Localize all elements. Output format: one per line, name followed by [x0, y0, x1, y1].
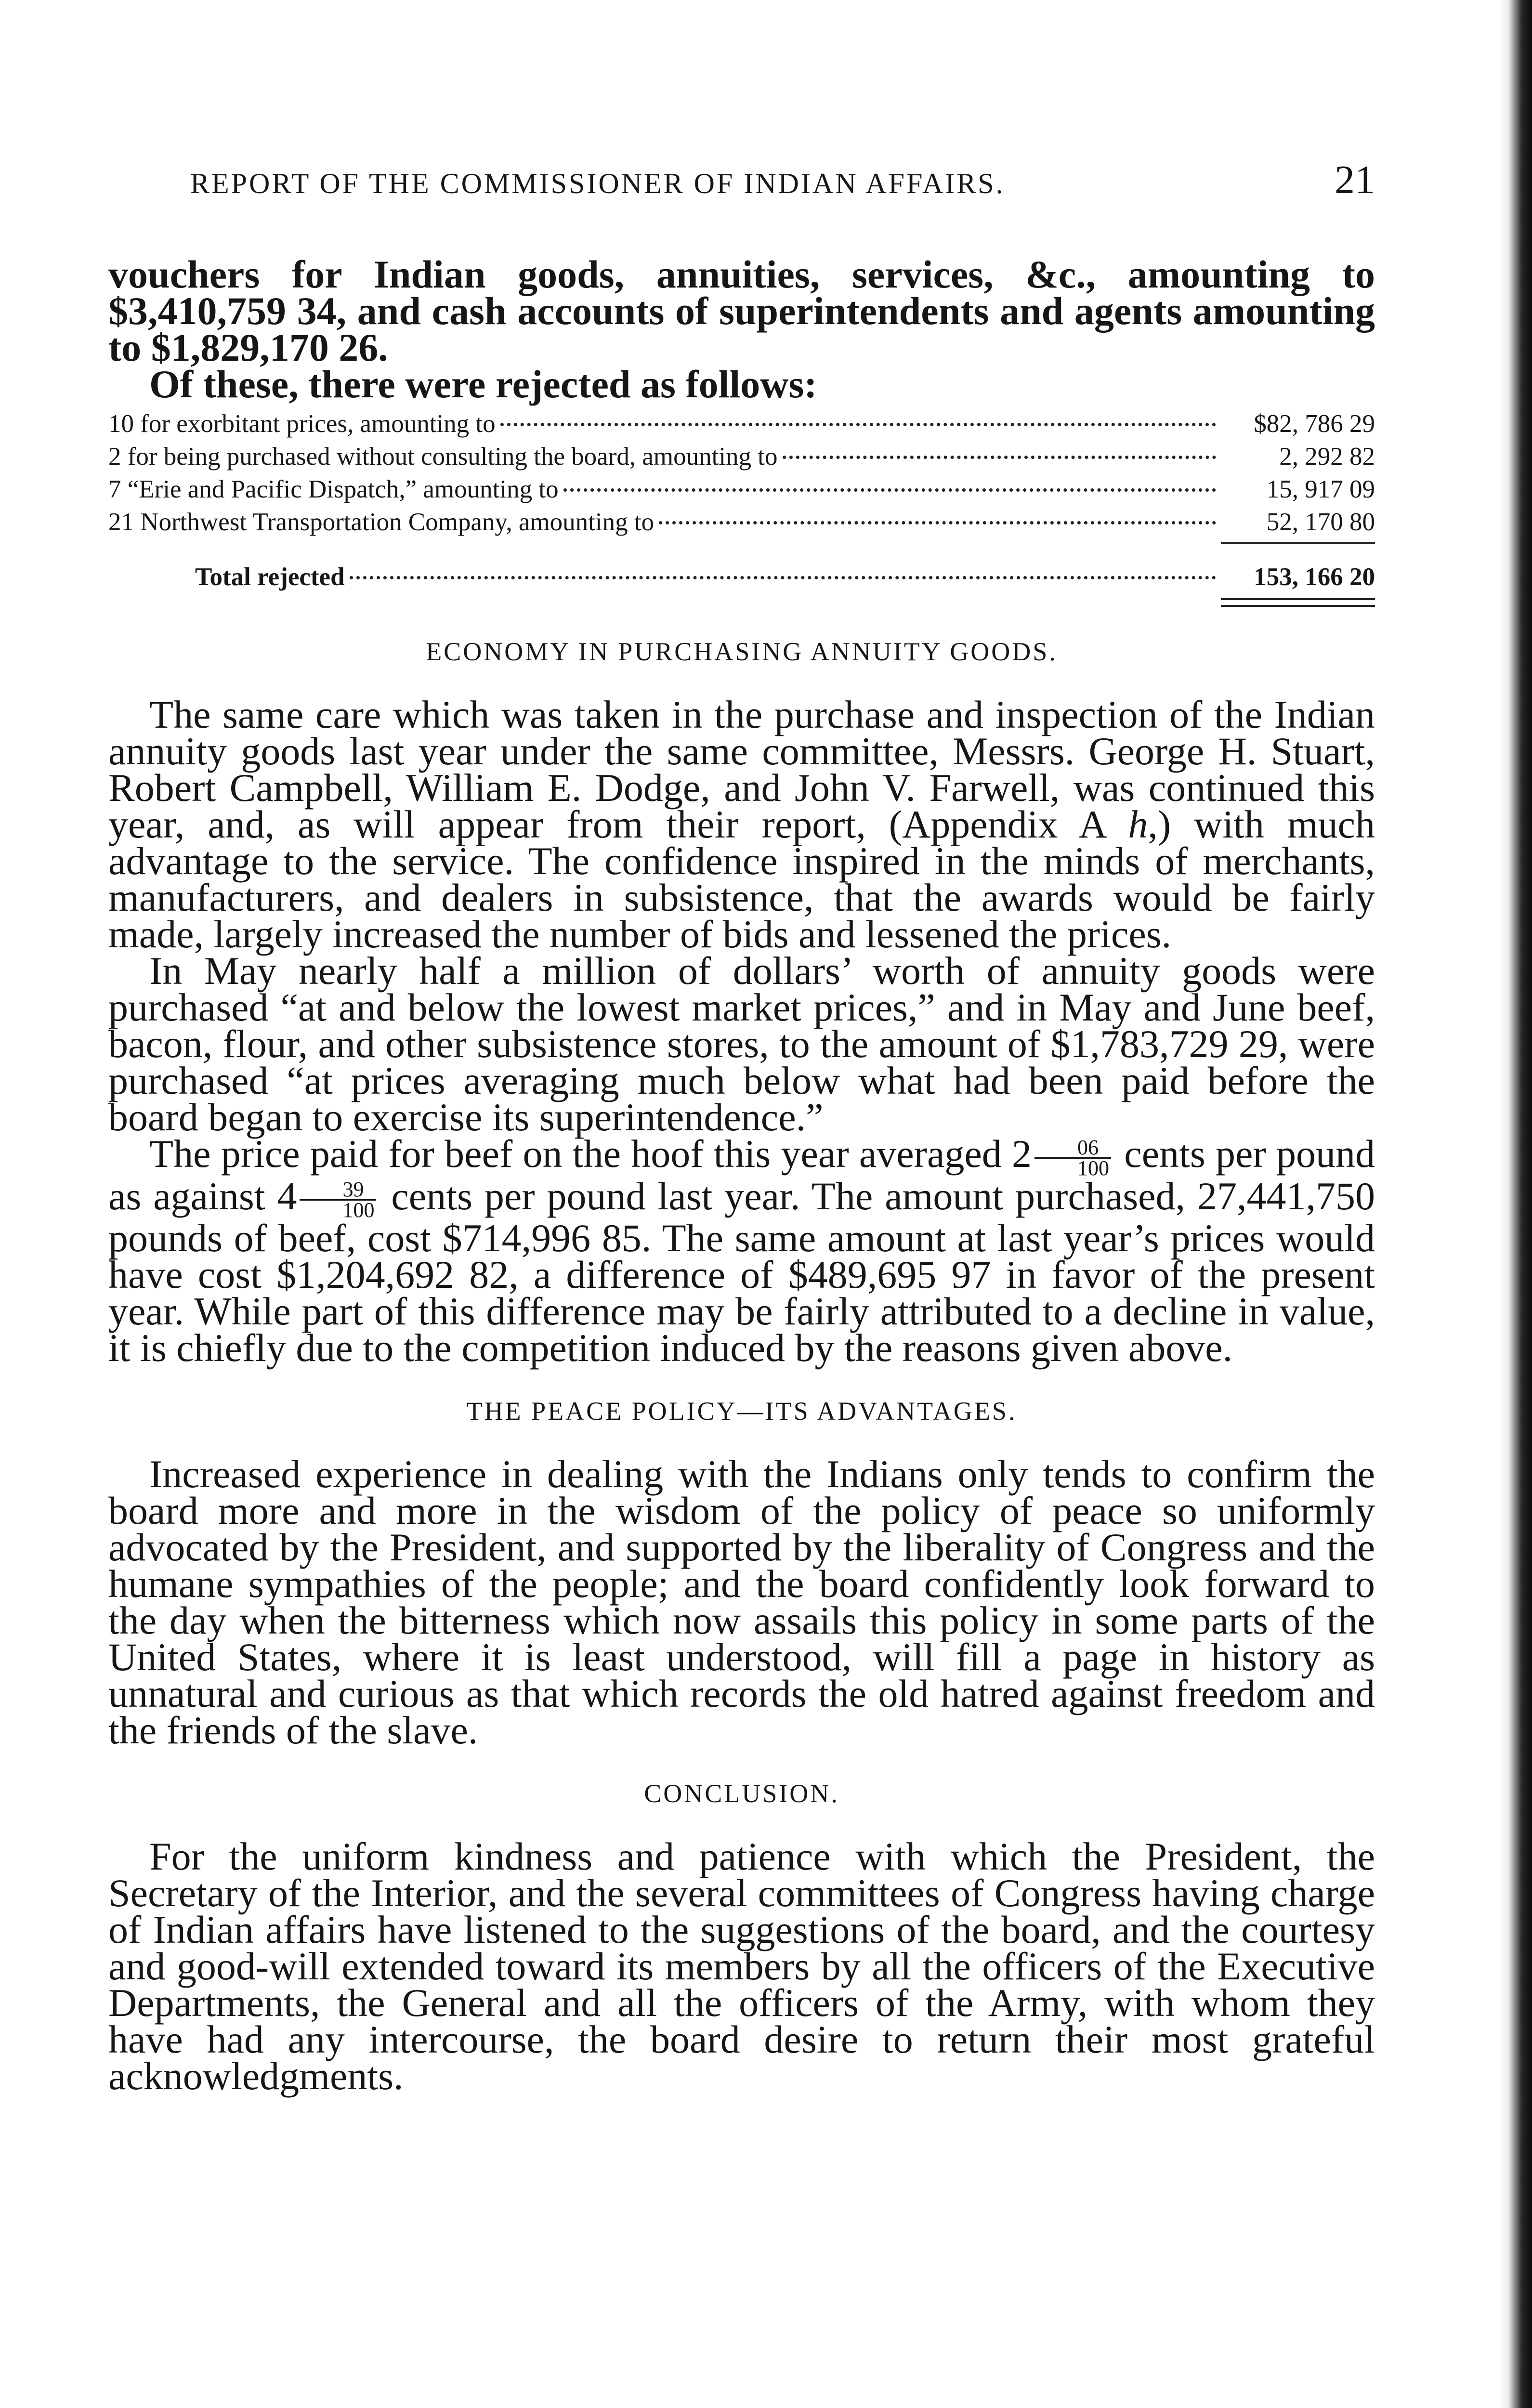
rejection-label: 21 Northwest Transportation Company, amounting to [108, 508, 655, 536]
rejection-amount: 2, 292 82 [1279, 443, 1375, 471]
sum-rule [1221, 542, 1375, 544]
double-rule [1221, 598, 1375, 607]
dot-leader [563, 488, 1216, 492]
dot-leader [350, 576, 1216, 579]
text-run: cents per pound last year. The amount purchased, 27,441,750 pounds of beef, cost $714,996 85. The same amount at last year’s prices would have cost $1,204,692 82, a difference of $489,695 97 in favor of the present year. While part of this difference may be fairly attributed to a decline in value, it is chiefly due to the competition induced by the reasons given above. [108, 1174, 1375, 1370]
conclusion-paragraph: For the uniform kindness and patience with which the President, the Secretary of the Interior, and the several committees of Congress having charge of Indian affairs have listened to the suggestions of the board, and the courtesy and good-will extended toward its members by all the officers of the Executive Departments, the General and all the officers of the Army, with whom they have had any intercourse, the board desire to return their most grateful acknowledgments. [108, 1834, 1375, 2098]
fraction [1034, 1135, 1111, 1180]
rejection-row [108, 407, 1375, 440]
economy-paragraph-2: In May nearly half a million of dollars’ worth of annuity goods were purchased “at and below the lowest market prices,” and in May and June beef, bacon, flour, and other subsistence stores, to the amount of $1,783,729 29, were purchased “at prices averaging much below what had been paid before the board began to exercise its superintendence.” [108, 949, 1375, 1139]
fraction-numerator: 06 [1034, 1138, 1111, 1159]
rejected-lead: Of these, there were rejected as follows: [149, 362, 817, 406]
running-title: REPORT OF THE COMMISSIONER OF INDIAN AFFAIRS. [190, 168, 1005, 199]
rejection-label: 10 for exorbitant prices, amounting to [108, 410, 496, 438]
fraction [300, 1180, 376, 1220]
peace-paragraph: Increased experience in dealing with the Indians only tends to confirm the board more and more in the wisdom of the policy of peace so uniformly advocated by the President, and supported by the liberality of Congress and the humane sympathies of the people; and the board confidently look forward to the day when the bitterness which now assails this policy in some parts of the United States, where it is least understood, will fill a page in history as unnatural and curious as that which records the old hatred against freedom and the friends of the slave. [108, 1452, 1375, 1753]
page-number: 21 [1335, 157, 1375, 202]
dot-leader [659, 521, 1216, 524]
page-edge-shadow [1498, 0, 1532, 2408]
rejections-table [108, 407, 1375, 607]
rejection-label: 2 for being purchased without consulting the board, amounting to [108, 443, 778, 471]
total-label: Total rejected [195, 563, 345, 591]
appendix-letter: h [1128, 802, 1148, 846]
section-title-economy: ECONOMY IN PURCHASING ANNUITY GOODS. [426, 637, 1058, 666]
rejection-row [108, 506, 1375, 538]
economy-paragraph-1 [108, 693, 1375, 956]
rejection-amount: $82, 786 29 [1254, 410, 1375, 438]
text-run: The price paid for beef on the hoof this year averaged 2 [149, 1132, 1032, 1176]
dot-leader [783, 456, 1216, 459]
rejection-row [108, 473, 1375, 506]
section-title-peace: THE PEACE POLICY—ITS ADVANTAGES. [466, 1397, 1017, 1426]
fraction-denominator: 100 [342, 1198, 375, 1222]
rejection-amount: 15, 917 09 [1266, 475, 1375, 503]
fraction-denominator: 100 [1077, 1156, 1110, 1180]
fraction-numerator: 39 [300, 1180, 376, 1201]
rejection-label: 7 “Erie and Pacific Dispatch,” amounting to [108, 475, 559, 503]
text-run: cents per pound as against 4 [108, 1132, 1375, 1218]
text-run: The same care which was taken in the purchase and inspection of the Indian annuity goods last year under the same committee, Messrs. George H. Stuart, Robert Campbell, William E. Dodge, and John V. Farwell, was continued this year, and, as will appear from their report, (Appendix A [108, 693, 1375, 846]
text-run: ,) with much advantage to the service. The confidence inspired in the minds of merchants, manufacturers, and dealers in subsistence, that the awards would be fairly made, largely increased the number of bids and lessened the prices. [108, 802, 1375, 956]
intro-paragraph: vouchers for Indian goods, annuities, services, &c., amounting to $3,410,759 34, and cash accounts of superintendents and agents amounting to $1,829,170 26. [108, 252, 1375, 369]
running-head [190, 157, 1375, 203]
document-page [108, 157, 1375, 2098]
economy-paragraph-3 [108, 1132, 1375, 1370]
rejection-row [108, 440, 1375, 473]
total-row [108, 561, 1375, 593]
total-amount: 153, 166 20 [1254, 563, 1375, 591]
section-title-conclusion: CONCLUSION. [644, 1779, 839, 1808]
rejection-amount: 52, 170 80 [1266, 508, 1375, 536]
dot-leader [500, 423, 1216, 426]
